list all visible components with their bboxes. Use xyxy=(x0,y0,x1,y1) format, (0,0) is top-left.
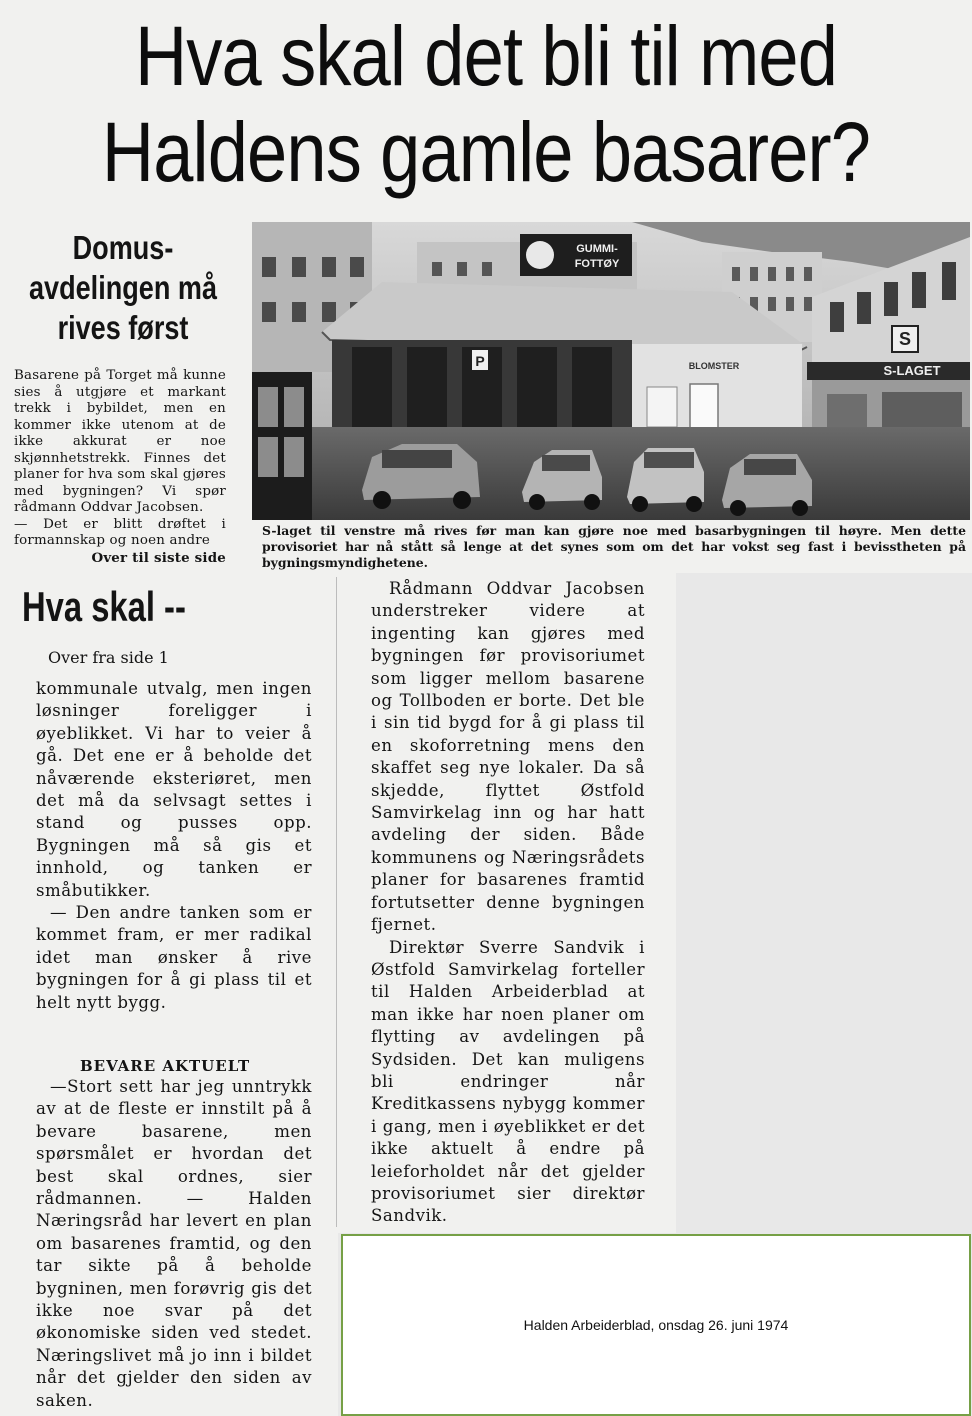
intro-text xyxy=(14,368,226,566)
parking-sign-text: P xyxy=(475,353,485,369)
column-divider xyxy=(336,577,337,1227)
body-paragraph: Rådmann Oddvar Jacobsen understreker videre at ingenting kan gjøres med bygningen før provisoriumet som ligger mellom basarene og Tollboden er borte. Det ble i sin tid bygd for å gi plass til en skoforretning mens den skaffet seg nye lokaler. Da så skjedde, flyttet Østfold Samvirkelag inn og har hatt avdeling der siden. Både kommunens og Næringsrådets planer for basarenes framtid fortutsetter denne bygningen fjernet. xyxy=(371,579,645,935)
headline: Hva skal det bli til med Haldens gamle basarer? xyxy=(101,9,871,199)
continued-from-notice: Over fra side 1 xyxy=(48,648,169,667)
body-paragraph: kommunale utvalg, men ingen løsninger foreligger i øyeblikket. Vi har to veier å gå. Det ene er å beholde det nåværende eksteriøret, men det må da selvsagt settes i stand og pusses opp. Bygningen må så gis et innhold, og tanken er småbutikker. xyxy=(36,679,312,900)
continued-notice: Over til siste side xyxy=(91,549,226,566)
intro-quote: — Det er blitt drøftet i formannskap og noen andre xyxy=(14,516,226,548)
continuation-title: Hva skal -- xyxy=(22,583,186,630)
basar-photo-drawing xyxy=(252,222,970,520)
intro-paragraph: Basarene på Torget må kunne sies å utgjøre et markant trekk i bybildet, men en kommer ikke utenom at de ikke akkurat er noe skjønnhetstrekk. Finnes det planer for hva som skal gjøres med bygningen? Vi spør rådmann Oddvar Jacobsen. xyxy=(14,368,226,515)
basar-photo xyxy=(252,222,970,520)
source-citation-box xyxy=(341,1234,971,1416)
blomster-sign-text: BLOMSTER xyxy=(688,361,740,371)
subheadline: Domus-avdelingen må rives først xyxy=(29,229,217,346)
gummi-sign-text-bottom: FOTTØY xyxy=(574,258,620,270)
source-citation: Halden Arbeiderblad, onsdag 26. juni 1974 xyxy=(523,1317,789,1333)
body-paragraph: —Stort sett har jeg unntrykk av at de fleste er innstilt på å bevare basarene, men spørsmålet er hvordan det best skal ordnes, sier rådmannen. — Halden Næringsråd har levert en plan om basarenes framtid, og den tar sikte på å beholde bygninen, men forøvrig gis det ikke noe svar på det økonomiske siden ved stedet. Næringslivet må jo inn i bildet når det gjelder den siden av saken. xyxy=(36,1077,312,1410)
continuation-body-right xyxy=(371,578,645,1228)
slaget-sign-text: S-LAGET xyxy=(883,363,941,378)
gummi-sign-text-top: GUMMI- xyxy=(576,243,618,255)
subsection-heading: BEVARE AKTUELT xyxy=(80,1057,251,1075)
photo-caption: S-laget til venstre må rives før man kan gjøre noe med basarbygningen til høyre. Men dette provisoriet har nå stått så lenge at det synes som om det har vokst seg fast i bevisstheten på bygningsmyndighetene. xyxy=(262,523,966,570)
body-paragraph: — Den andre tanken som er kommet fram, er mer radikal idet man ønsker å rive bygningen for å gi plass til et helt nytt bygg. xyxy=(36,903,312,1012)
continuation-body-left-2 xyxy=(36,1076,312,1412)
body-paragraph: Direktør Sverre Sandvik i Østfold Samvirkelag forteller til Halden Arbeiderblad at man ikke har noen planer om flytting av avdelingen på Sydsiden. Det kan muligens bli endringer når Kreditkassens nybygg kommer i gang, men i øyeblikket er det ikke aktuelt å endre på leieforholdet når det gjelder provisoriumet sier direktør Sandvik. xyxy=(371,937,645,1226)
continuation-body-left xyxy=(36,678,312,1014)
s-logo-text: S xyxy=(898,329,912,349)
